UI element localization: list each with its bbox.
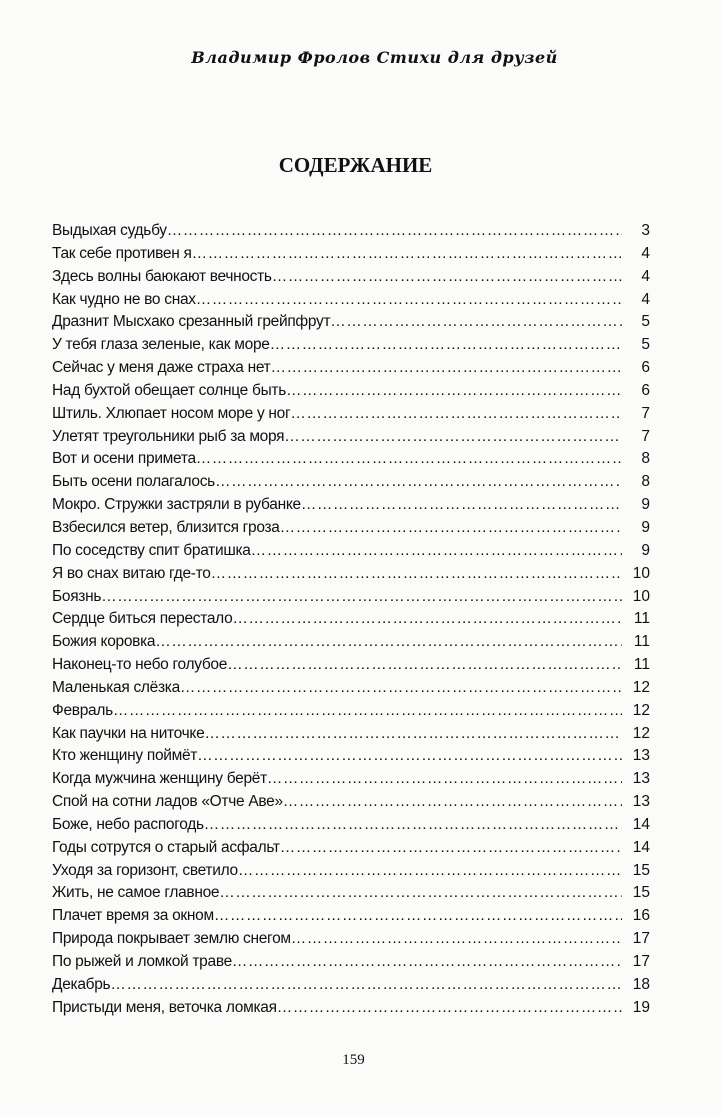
toc-entry-title: Природа покрывает землю снегом bbox=[52, 930, 291, 948]
toc-entry-title: У тебя глаза зеленые, как море bbox=[52, 336, 270, 354]
page-title: СОДЕРЖАНИЕ bbox=[278, 153, 433, 177]
toc-entry-page: 6 bbox=[641, 359, 650, 377]
toc-entry-title: Сейчас у меня даже страха нет bbox=[52, 359, 271, 377]
toc-entry-title: Так себе противен я bbox=[52, 244, 192, 262]
dot-leader bbox=[238, 860, 622, 883]
toc-entry-page: 12 bbox=[632, 701, 650, 719]
toc-entry bbox=[52, 928, 650, 951]
dot-leader bbox=[290, 403, 622, 426]
toc-entry bbox=[52, 723, 650, 746]
toc-entry bbox=[52, 654, 650, 677]
toc-entry-title: Боязнь bbox=[52, 587, 102, 605]
toc-entry-page: 9 bbox=[641, 541, 650, 559]
dot-leader bbox=[204, 723, 622, 746]
toc-entry-title: Выдыхая судьбу bbox=[52, 222, 167, 239]
toc-entry-title: Годы сотрутся о старый асфальт bbox=[52, 838, 280, 856]
dot-leader bbox=[155, 631, 622, 654]
dot-leader bbox=[101, 586, 622, 609]
toc-entry-title: Февраль bbox=[52, 701, 113, 719]
toc-entry-page: 4 bbox=[641, 290, 650, 308]
toc-entry-page: 17 bbox=[632, 930, 650, 948]
dot-leader bbox=[270, 357, 622, 380]
toc-entry bbox=[52, 563, 650, 586]
dot-leader bbox=[204, 814, 622, 837]
toc-entry-title: Улетят треугольники рыб за моря bbox=[52, 427, 285, 445]
toc-entry-title: Здесь волны баюкают вечность bbox=[52, 267, 272, 285]
toc-entry-page: 12 bbox=[632, 678, 650, 696]
table-of-contents bbox=[52, 220, 650, 1020]
toc-entry-page: 17 bbox=[632, 953, 650, 970]
dot-leader bbox=[219, 882, 622, 905]
toc-entry-page: 11 bbox=[633, 610, 650, 628]
toc-entry bbox=[52, 700, 650, 723]
toc-entry-page: 15 bbox=[632, 884, 650, 902]
toc-entry bbox=[52, 494, 650, 517]
toc-entry-page: 10 bbox=[632, 564, 650, 582]
toc-entry-title: Пристыди меня, веточка ломкая bbox=[52, 998, 277, 1016]
dot-leader bbox=[113, 700, 622, 723]
toc-entry bbox=[52, 608, 650, 631]
toc-entry-page: 11 bbox=[633, 633, 650, 651]
toc-entry-title: Я во снах витаю где-то bbox=[52, 564, 211, 582]
toc-entry bbox=[52, 974, 650, 997]
dot-leader bbox=[211, 563, 622, 586]
toc-entry bbox=[52, 745, 650, 768]
toc-entry-title: Когда мужчина женщину берёт bbox=[52, 770, 267, 788]
toc-entry-title: Жить, не самое главное bbox=[52, 884, 220, 902]
dot-leader bbox=[301, 494, 622, 517]
toc-entry-page: 16 bbox=[632, 907, 650, 925]
toc-entry-title: По соседству спит братишка bbox=[52, 541, 251, 559]
dot-leader bbox=[283, 791, 622, 814]
toc-entry-title: Уходя за горизонт, светило bbox=[52, 861, 238, 879]
toc-entry-page: 4 bbox=[641, 244, 650, 262]
toc-entry-page: 13 bbox=[632, 747, 650, 765]
toc-entry-page: 7 bbox=[641, 404, 650, 422]
toc-entry bbox=[52, 311, 650, 334]
toc-entry-title: Божия коровка bbox=[52, 633, 156, 651]
toc-entry-title: Декабрь bbox=[52, 975, 111, 993]
toc-entry-page: 13 bbox=[632, 770, 650, 788]
dot-leader bbox=[272, 266, 622, 289]
toc-entry bbox=[52, 586, 650, 609]
toc-entry-page: 4 bbox=[641, 267, 650, 285]
toc-entry-page: 5 bbox=[641, 336, 650, 354]
toc-entry-page: 12 bbox=[632, 724, 650, 742]
toc-entry-page: 8 bbox=[641, 473, 650, 491]
toc-entry bbox=[52, 677, 650, 700]
dot-leader bbox=[214, 905, 622, 928]
toc-entry bbox=[52, 517, 650, 540]
toc-entry bbox=[52, 357, 650, 380]
toc-entry-title: Сердце биться перестало bbox=[52, 610, 233, 628]
toc-entry-title: Маленькая слёзка bbox=[52, 678, 180, 696]
toc-entry bbox=[52, 860, 650, 883]
toc-entry-title: Штиль. Хлюпает носом море у ног bbox=[52, 404, 291, 422]
dot-leader bbox=[196, 448, 622, 471]
toc-entry-page: 14 bbox=[632, 815, 650, 833]
toc-entry bbox=[52, 403, 650, 426]
toc-entry bbox=[52, 882, 650, 905]
toc-entry-page: 6 bbox=[641, 381, 650, 399]
dot-leader bbox=[286, 380, 622, 403]
toc-entry-page: 9 bbox=[641, 518, 650, 536]
toc-entry bbox=[52, 243, 650, 266]
dot-leader bbox=[180, 677, 622, 700]
toc-entry-title: Над бухтой обещает солнце быть bbox=[52, 381, 286, 399]
toc-entry bbox=[52, 814, 650, 837]
dot-leader bbox=[280, 837, 622, 860]
running-header: Владимир Фролов Стихи для друзей bbox=[191, 48, 558, 67]
toc-entry bbox=[52, 426, 650, 449]
toc-entry bbox=[52, 951, 650, 974]
toc-entry-title: Дразнит Мысхако срезанный грейпфрут bbox=[52, 313, 331, 331]
dot-leader bbox=[270, 334, 622, 357]
toc-entry bbox=[52, 471, 650, 494]
toc-entry-title: Быть осени полагалось bbox=[52, 473, 215, 491]
toc-entry-title: Наконец-то небо голубое bbox=[52, 656, 228, 674]
toc-entry-page: 3 bbox=[641, 222, 650, 239]
toc-entry-page: 13 bbox=[632, 793, 650, 811]
toc-entry-title: Как чудно не во снах bbox=[52, 290, 196, 308]
toc-entry bbox=[52, 791, 650, 814]
dot-leader bbox=[196, 289, 622, 312]
toc-entry-title: Кто женщину поймёт bbox=[52, 747, 198, 765]
dot-leader bbox=[192, 243, 622, 266]
dot-leader bbox=[267, 768, 622, 791]
toc-entry-page: 9 bbox=[641, 496, 650, 514]
dot-leader bbox=[215, 471, 622, 494]
dot-leader bbox=[197, 745, 622, 768]
toc-entry bbox=[52, 905, 650, 928]
dot-leader bbox=[291, 928, 622, 951]
toc-entry bbox=[52, 448, 650, 471]
toc-entry bbox=[52, 266, 650, 289]
toc-entry-page: 15 bbox=[632, 861, 650, 879]
toc-entry-title: Вот и осени примета bbox=[52, 450, 196, 468]
toc-entry bbox=[52, 220, 650, 243]
dot-leader bbox=[330, 311, 622, 334]
toc-entry-title: По рыжей и ломкой траве bbox=[52, 953, 232, 970]
toc-entry-title: Как паучки на ниточке bbox=[52, 724, 205, 742]
dot-leader bbox=[284, 426, 622, 449]
toc-entry-page: 18 bbox=[632, 975, 650, 993]
toc-entry-title: Взбесился ветер, близится гроза bbox=[52, 518, 280, 536]
toc-entry-title: Плачет время за окном bbox=[52, 907, 214, 925]
dot-leader bbox=[232, 608, 622, 631]
toc-entry bbox=[52, 997, 650, 1020]
toc-entry-page: 11 bbox=[633, 656, 650, 674]
toc-entry bbox=[52, 289, 650, 312]
toc-entry bbox=[52, 334, 650, 357]
dot-leader bbox=[110, 974, 622, 997]
dot-leader bbox=[277, 997, 622, 1020]
toc-entry-page: 14 bbox=[632, 838, 650, 856]
dot-leader bbox=[280, 517, 622, 540]
toc-entry-page: 8 bbox=[641, 450, 650, 468]
toc-entry-page: 19 bbox=[632, 998, 650, 1016]
toc-entry bbox=[52, 380, 650, 403]
toc-entry-page: 10 bbox=[632, 587, 650, 605]
toc-entry-title: Спой на сотни ладов «Отче Аве» bbox=[52, 793, 283, 811]
toc-entry bbox=[52, 540, 650, 563]
toc-entry-title: Боже, небо распогодь bbox=[52, 815, 204, 833]
toc-entry bbox=[52, 768, 650, 791]
dot-leader bbox=[227, 654, 622, 677]
dot-leader bbox=[232, 951, 622, 974]
toc-entry-title: Мокро. Стружки застряли в рубанке bbox=[52, 496, 301, 514]
dot-leader bbox=[167, 220, 622, 243]
toc-entry bbox=[52, 837, 650, 860]
toc-entry-page: 5 bbox=[641, 313, 650, 331]
dot-leader bbox=[251, 540, 622, 563]
toc-entry-page: 7 bbox=[641, 427, 650, 445]
page-number: 159 bbox=[342, 1052, 365, 1068]
toc-entry bbox=[52, 631, 650, 654]
